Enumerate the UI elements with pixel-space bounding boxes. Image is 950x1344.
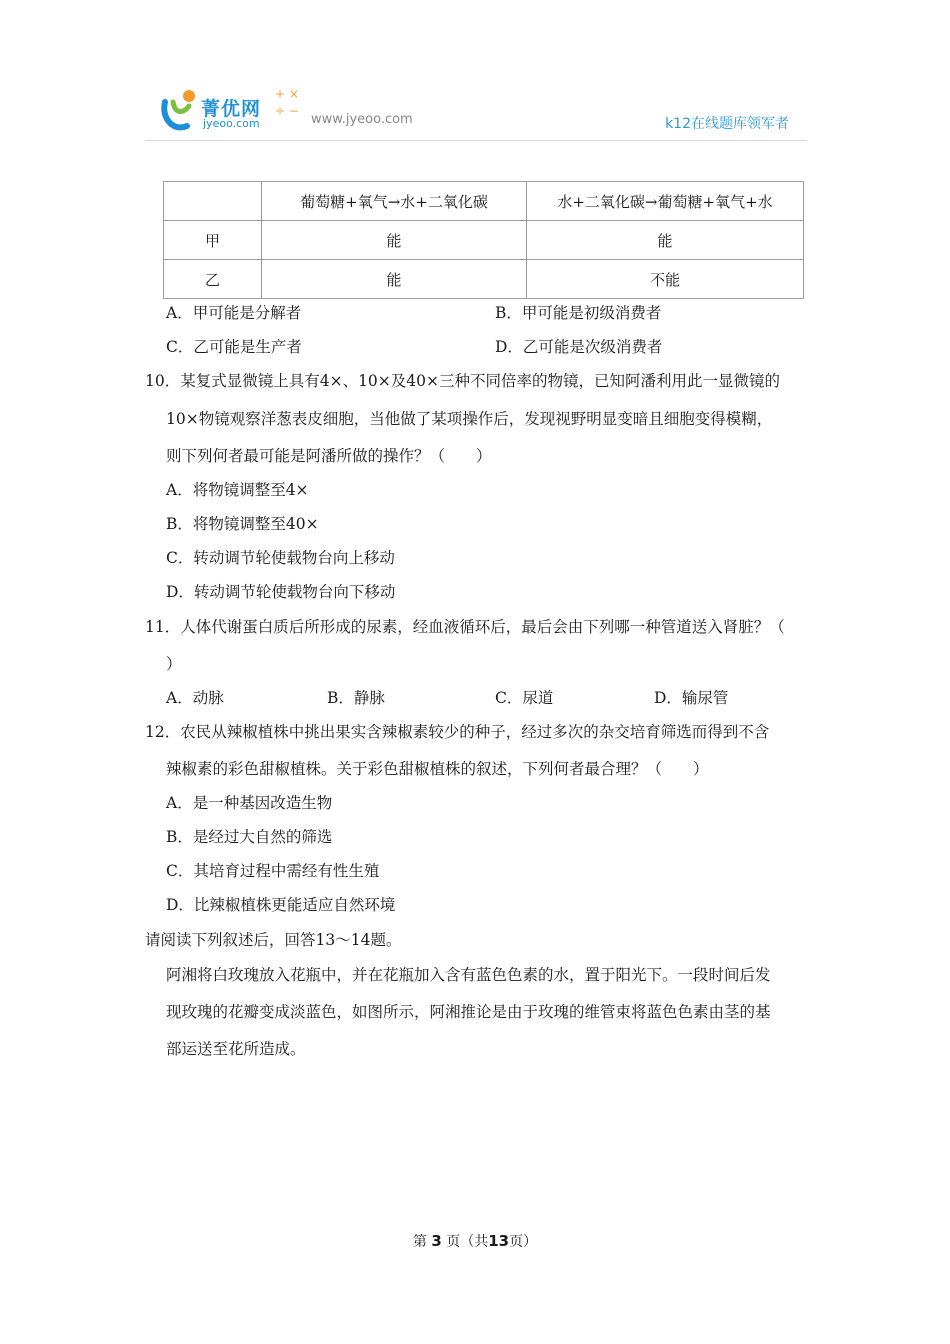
page-header [145,82,807,141]
q9-option-c: C．乙可能是生产者 [166,338,302,356]
q11-stem-line: 11．人体代谢蛋白质后所形成的尿素，经血液循环后，最后会由下列哪一种管道送入肾脏？（ [145,618,785,636]
table-cell: 乙 [164,260,262,299]
passage-line: 阿湘将白玫瑰放入花瓶中，并在花瓶加入含有蓝色色素的水，置于阳光下。一段时间后发 [166,966,771,984]
passage-intro: 请阅读下列叙述后，回答13～14题。 [145,931,402,949]
q12-option-d: D．比辣椒植株更能适应自然环境 [166,896,396,914]
q12-stem-line: 辣椒素的彩色甜椒植株。关于彩色甜椒植株的叙述，下列何者最合理？（ ） [166,760,709,778]
logo-domain: jyeoo.com [203,117,260,130]
q12-option-b: B．是经过大自然的筛选 [166,828,333,846]
q11-option-d: D．输尿管 [654,689,729,707]
q10-stem-line: 10．某复式显微镜上具有4×、10×及40×三种不同倍率的物镜，已知阿潘利用此一显微镜的 [145,372,780,390]
slogan: k12在线题库领军者 [665,116,789,132]
q10-option-a: A．将物镜调整至4× [166,481,309,499]
footer-middle: 页（共 [446,1234,489,1250]
q10-stem-line: 则下列何者最可能是阿潘所做的操作？（ ） [166,447,492,465]
q11-stem-line: ） [166,655,182,673]
table-cell: 不能 [527,260,804,299]
table-row [164,221,804,260]
q10-stem-line: 10×物镜观察洋葱表皮细胞，当他做了某项操作后，发现视野明显变暗且细胞变得模糊， [166,410,773,428]
respiration-photosynthesis-table [163,181,804,299]
table-cell: 甲 [164,221,262,260]
q11-option-b: B．静脉 [327,689,385,707]
table-header-cell: 水+二氧化碳→葡萄糖+氧气+水 [527,182,804,221]
table-header-row [164,182,804,221]
table-header-cell [164,182,262,221]
passage-line: 现玫瑰的花瓣变成淡蓝色，如图所示，阿湘推论是由于玫瑰的维管束将蓝色色素由茎的基 [166,1003,771,1021]
q10-option-c: C．转动调节轮使载物台向上移动 [166,549,395,567]
table-cell: 能 [527,221,804,260]
table-cell: 能 [262,260,527,299]
total-pages: 13 [488,1232,510,1250]
footer-suffix: 页） [509,1234,538,1250]
table-row [164,260,804,299]
footer-prefix: 第 [412,1234,427,1250]
q10-option-d: D．转动调节轮使载物台向下移动 [166,583,396,601]
table-header-cell: 葡萄糖+氧气→水+二氧化碳 [262,182,527,221]
q12-stem-line: 12．农民从辣椒植株中挑出果实含辣椒素较少的种子，经过多次的杂交培育筛选而得到不含 [145,723,770,741]
q9-option-a: A．甲可能是分解者 [166,304,302,322]
page-number: 3 [431,1232,442,1250]
q9-option-d: D．乙可能是次级消费者 [495,338,663,356]
passage-line: 部运送至花所造成。 [166,1040,306,1058]
q10-option-b: B．将物镜调整至40× [166,515,319,533]
page-footer [0,1231,950,1251]
q12-option-a: A．是一种基因改造生物 [166,794,333,812]
jyeoo-logo-icon [159,88,199,134]
q11-option-c: C．尿道 [495,689,554,707]
q11-option-a: A．动脉 [166,689,224,707]
q12-option-c: C．其培育过程中需经有性生殖 [166,862,380,880]
math-symbols-icon: + × ÷ − [275,87,299,118]
site-url: www.jyeoo.com [311,112,413,127]
table-cell: 能 [262,221,527,260]
logo-name: 菁优网 [201,98,262,120]
q9-option-b: B．甲可能是初级消费者 [495,304,662,322]
